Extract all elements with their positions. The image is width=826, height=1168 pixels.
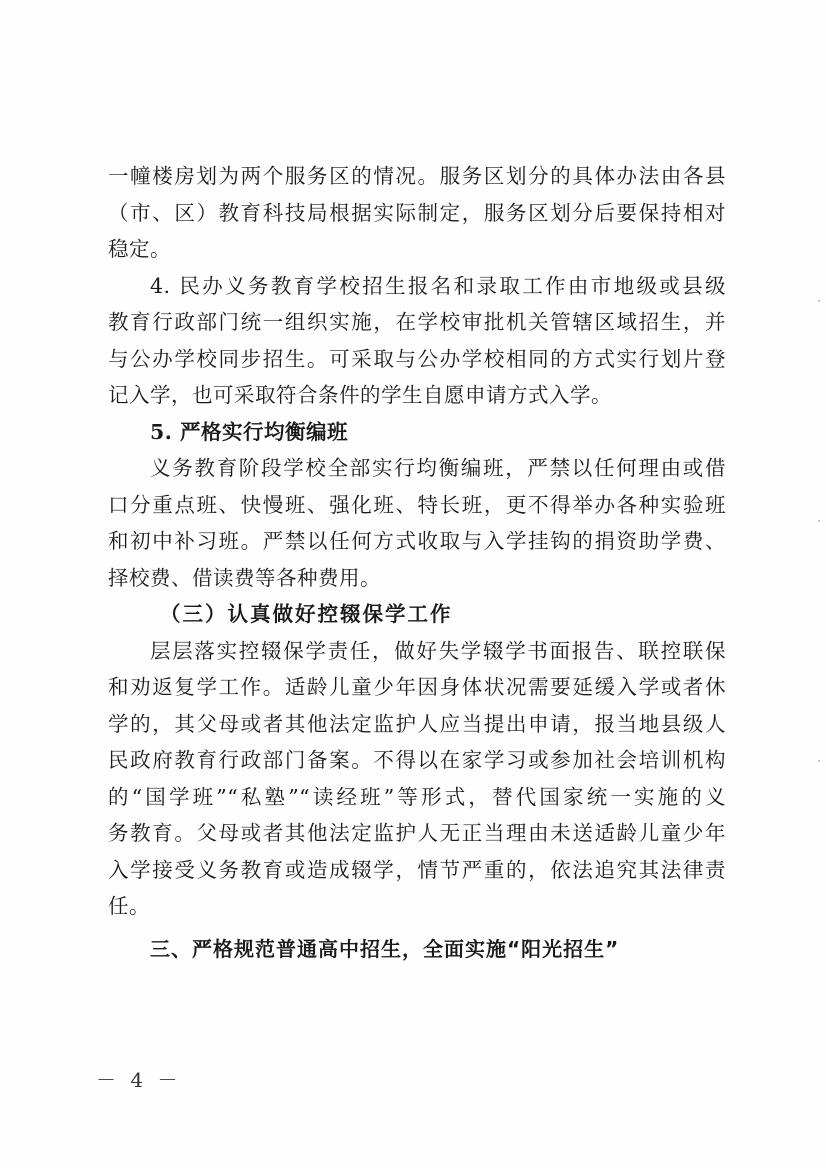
text-line: 入学接受义务教育或造成辍学，情节严重的，依法追究其法律责: [108, 857, 726, 882]
text-line: 民政府教育行政部门备案。不得以在家学习或参加社会培训机构: [108, 748, 726, 772]
chapter-heading: 三、严格规范普通高中招生，全面实施“阳光招生”: [150, 936, 620, 961]
text-line: 义务教育阶段学校全部实行均衡编班，严禁以任何理由或借: [150, 456, 726, 480]
section-heading: 5. 严格实行均衡编班: [150, 419, 349, 444]
section-heading: （三）认真做好控辍保学工作: [160, 602, 453, 626]
text-line: 一幢楼房划为两个服务区的情况。服务区划分的具体办法由各县: [108, 164, 726, 188]
text-line: 教育行政部门统一组织实施，在学校审批机关管辖区域招生，并: [108, 310, 726, 334]
text-line: 学的，其父母或者其他法定监护人应当提出申请，报当地县级人: [108, 711, 726, 736]
scan-speck: [818, 300, 820, 302]
text-line: 务教育。父母或者其他法定监护人无正当理由未送适龄儿童少年: [108, 821, 726, 845]
text-line: 的“国学班”“私塾”“读经班”等形式，替代国家统一实施的义: [108, 784, 726, 809]
text-line: 口分重点班、快慢班、强化班、特长班，更不得举办各种实验班: [108, 492, 726, 517]
scan-speck: [818, 520, 820, 522]
text-line: 任。: [108, 894, 150, 918]
text-line: 层层落实控辍保学责任，做好失学辍学书面报告、联控联保: [150, 638, 726, 663]
text-line: 4. 民办义务教育学校招生报名和录取工作由市地级或县级: [150, 273, 726, 298]
text-line: 和劝返复学工作。适龄儿童少年因身体状况需要延缓入学或者休: [108, 675, 726, 699]
document-body: [108, 158, 726, 967]
text-line: 记入学，也可采取符合条件的学生自愿申请方式入学。: [108, 383, 612, 407]
page-number: － 4 －: [96, 1068, 182, 1092]
scan-speck: [818, 760, 820, 762]
text-line: 与公办学校同步招生。可采取与公办学校相同的方式实行划片登: [108, 346, 726, 371]
text-line: 稳定。: [108, 237, 171, 261]
text-line: 和初中补习班。严禁以任何方式收取与入学挂钩的捐资助学费、: [108, 529, 726, 553]
text-line: （市、区）教育科技局根据实际制定，服务区划分后要保持相对: [108, 200, 726, 225]
text-line: 择校费、借读费等各种费用。: [108, 565, 381, 590]
